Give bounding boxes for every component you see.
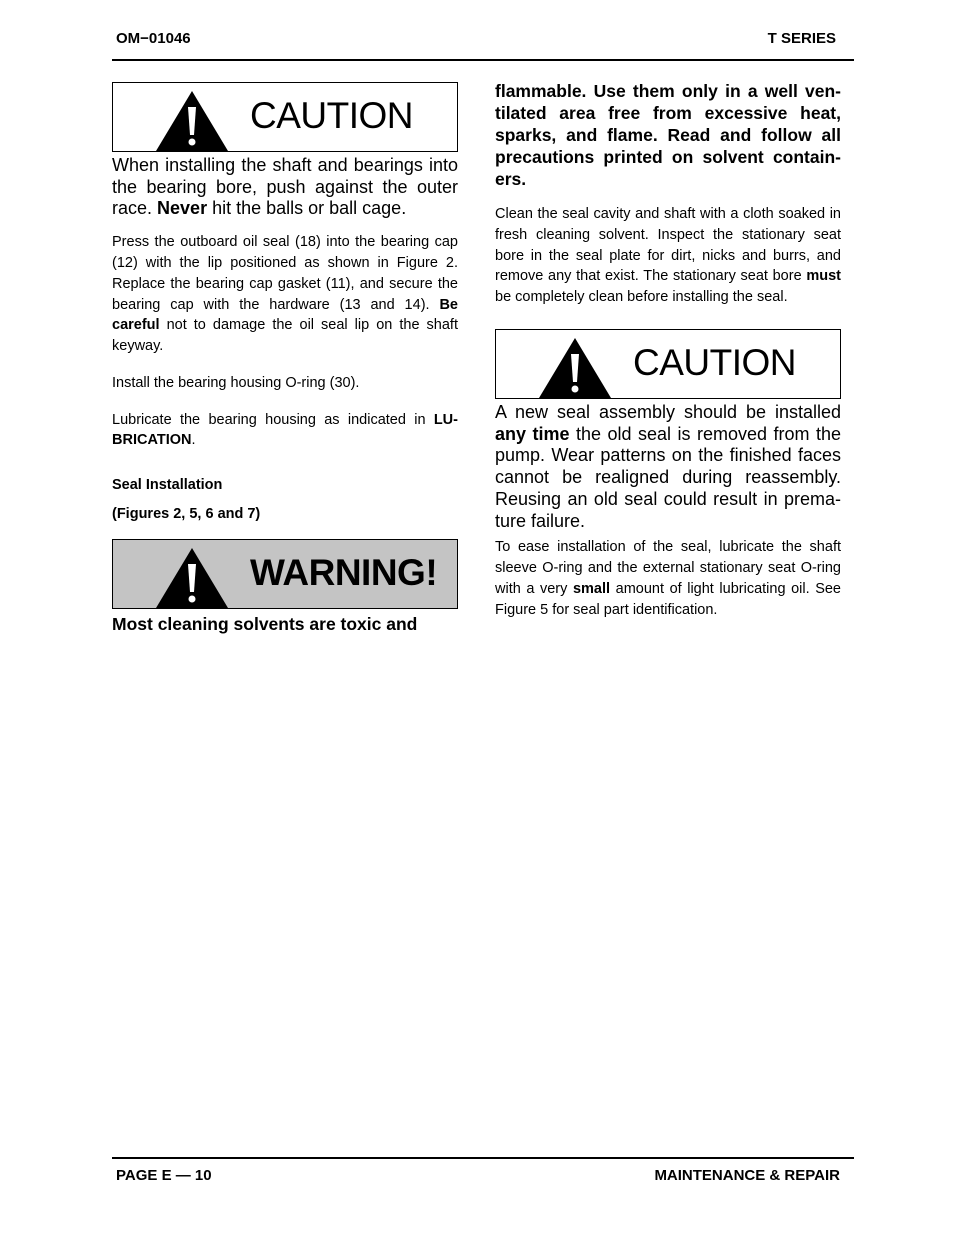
clean-paragraph: Clean the seal cavity and shaft with a cloth soaked in fresh cleaning solvent. Inspect the stationary seat bore in the seal plate for dirt, nicks and burrs, and remove any that exist. The stationary seat bore must be completely clean before installing the seal. (495, 206, 841, 306)
page-number: PAGE E — 10 (116, 1167, 212, 1184)
caution-text-2: A new seal assembly should be installed any time the old seal is removed from the pump. Wear patterns on the finished faces cannot be realigned during reassembly. Reusing an old seal could result in prema-ture failure. (495, 401, 842, 531)
caution-label: CAUTION (633, 341, 796, 383)
caution-box-1 (112, 82, 458, 152)
caution-text-1: When installing the shaft and bearings into the bearing bore, push against the outer race. Never hit the balls or ball cage. (112, 155, 458, 219)
warning-label: WARNING! (250, 552, 438, 594)
section-title: Seal Installation (112, 477, 223, 494)
warning-text: Most cleaning solvents are toxic and (112, 614, 418, 635)
right-column (495, 82, 841, 620)
warning-box (112, 539, 458, 609)
lubrication-paragraph: Lubricate the bearing housing as indicated in LU-BRICATION. (112, 411, 458, 449)
oring-paragraph: Install the bearing housing O-ring (30). (112, 374, 360, 391)
caution-box-2 (495, 329, 841, 399)
ease-paragraph: To ease installation of the seal, lubricate the shaft sleeve O-ring and the external stationary seat O-ring with a very small amount of light lubricating oil. See Figure 5 for seal part identification. (495, 539, 841, 618)
warning-text-continued: flammable. Use them only in a well ven-tilated area free from excessive heat, sparks, and flame. Read and follow all precautions printed on solvent contain-ers. (495, 81, 841, 189)
caution-triangle-icon (155, 89, 229, 151)
header-rule (112, 59, 854, 61)
section-name: MAINTENANCE & REPAIR (654, 1167, 840, 1184)
doc-number: OM−01046 (116, 30, 191, 47)
oil-seal-paragraph: Press the outboard oil seal (18) into the bearing cap (12) with the lip positioned as shown in Figure 2. Replace the bearing cap gasket (11), and secure the bearing cap with the hardware (13 and 14). Be careful not to damage the oil seal lip on the shaft keyway. (112, 234, 458, 355)
caution-label: CAUTION (250, 95, 413, 136)
caution-triangle-icon (538, 336, 612, 398)
series-title: T SERIES (767, 30, 836, 47)
warning-triangle-icon (155, 546, 229, 608)
section-figures: (Figures 2, 5, 6 and 7) (112, 506, 261, 523)
left-column (112, 82, 458, 635)
footer-rule (112, 1157, 854, 1159)
